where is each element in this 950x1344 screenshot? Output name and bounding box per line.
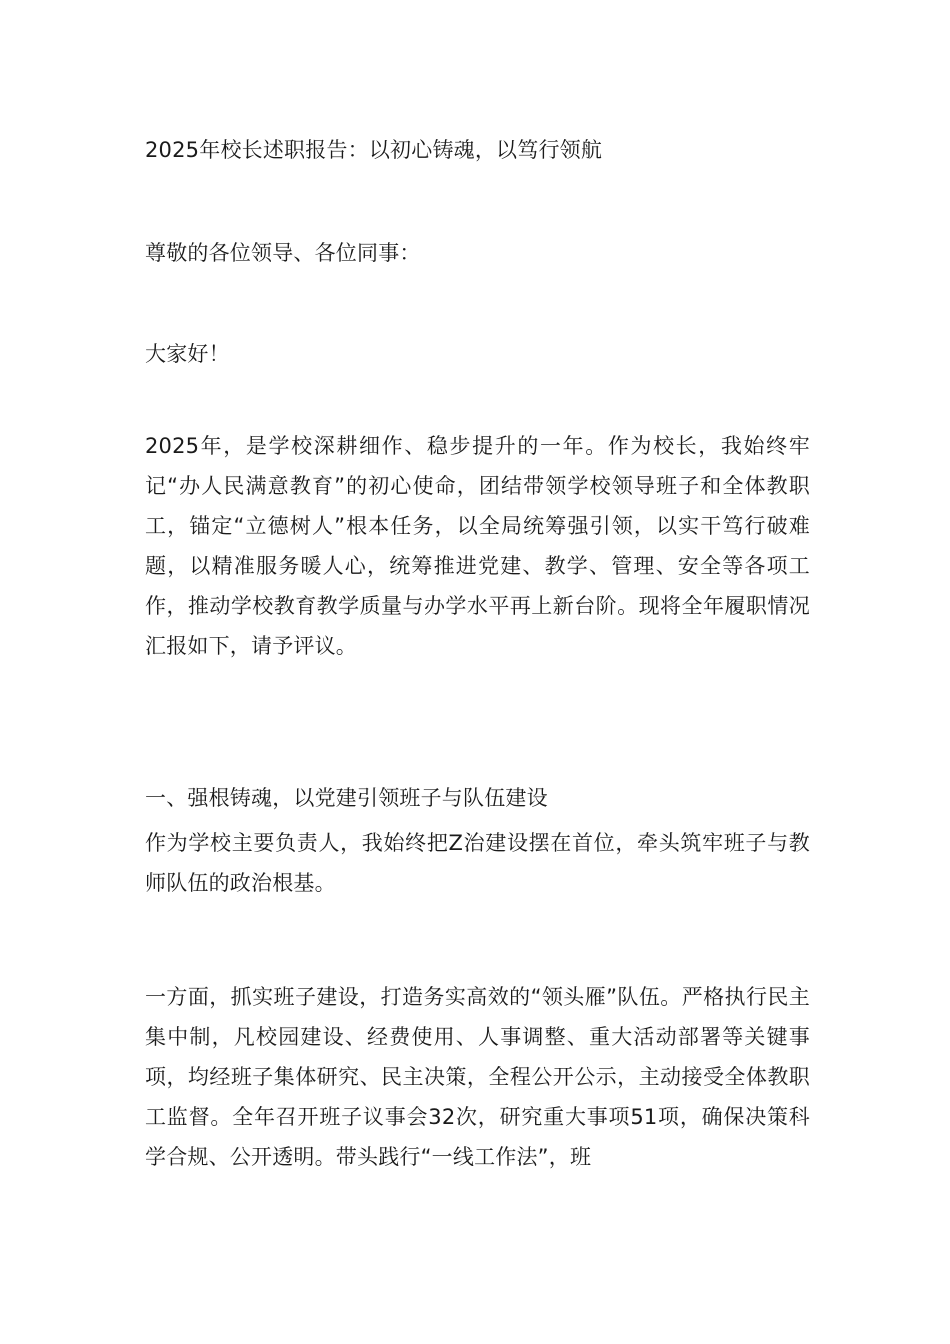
greeting: 大家好！ <box>145 342 230 366</box>
document-title: 2025年校长述职报告：以初心铸魂，以笃行领航 <box>145 138 603 162</box>
section-paragraph-2: 一方面，抓实班子建设，打造务实高效的“领头雁”队伍。严格执行民主集中制，凡校园建设、经费使用、人事调整、重大活动部署等关键事项，均经班子集体研究、民主决策，全程公开公示，主动接受全体教职工监督。全年召开班子议事会32次，研究重大事项51项，确保决策科学合规、公开透明。带头践行“一线工作法”，班 <box>145 985 810 1169</box>
section-heading: 一、强根铸魂，以党建引领班子与队伍建设 <box>145 786 548 810</box>
salutation: 尊敬的各位领导、各位同事： <box>145 241 421 265</box>
section-body-paragraph: 作为学校主要负责人，我始终把Z治建设摆在首位，牵头筑牢班子与教师队伍的政治根基。 <box>145 831 810 895</box>
intro-paragraph: 2025年，是学校深耕细作、稳步提升的一年。作为校长，我始终牢记“办人民满意教育”的初心使命，团结带领学校领导班子和全体教职工，锚定“立德树人”根本任务，以全局统筹强引领，以实干笃行破难题，以精准服务暖人心，统筹推进党建、教学、管理、安全等各项工作，推动学校教育教学质量与办学水平再上新台阶。现将全年履职情况汇报如下，请予评议。 <box>145 434 810 658</box>
